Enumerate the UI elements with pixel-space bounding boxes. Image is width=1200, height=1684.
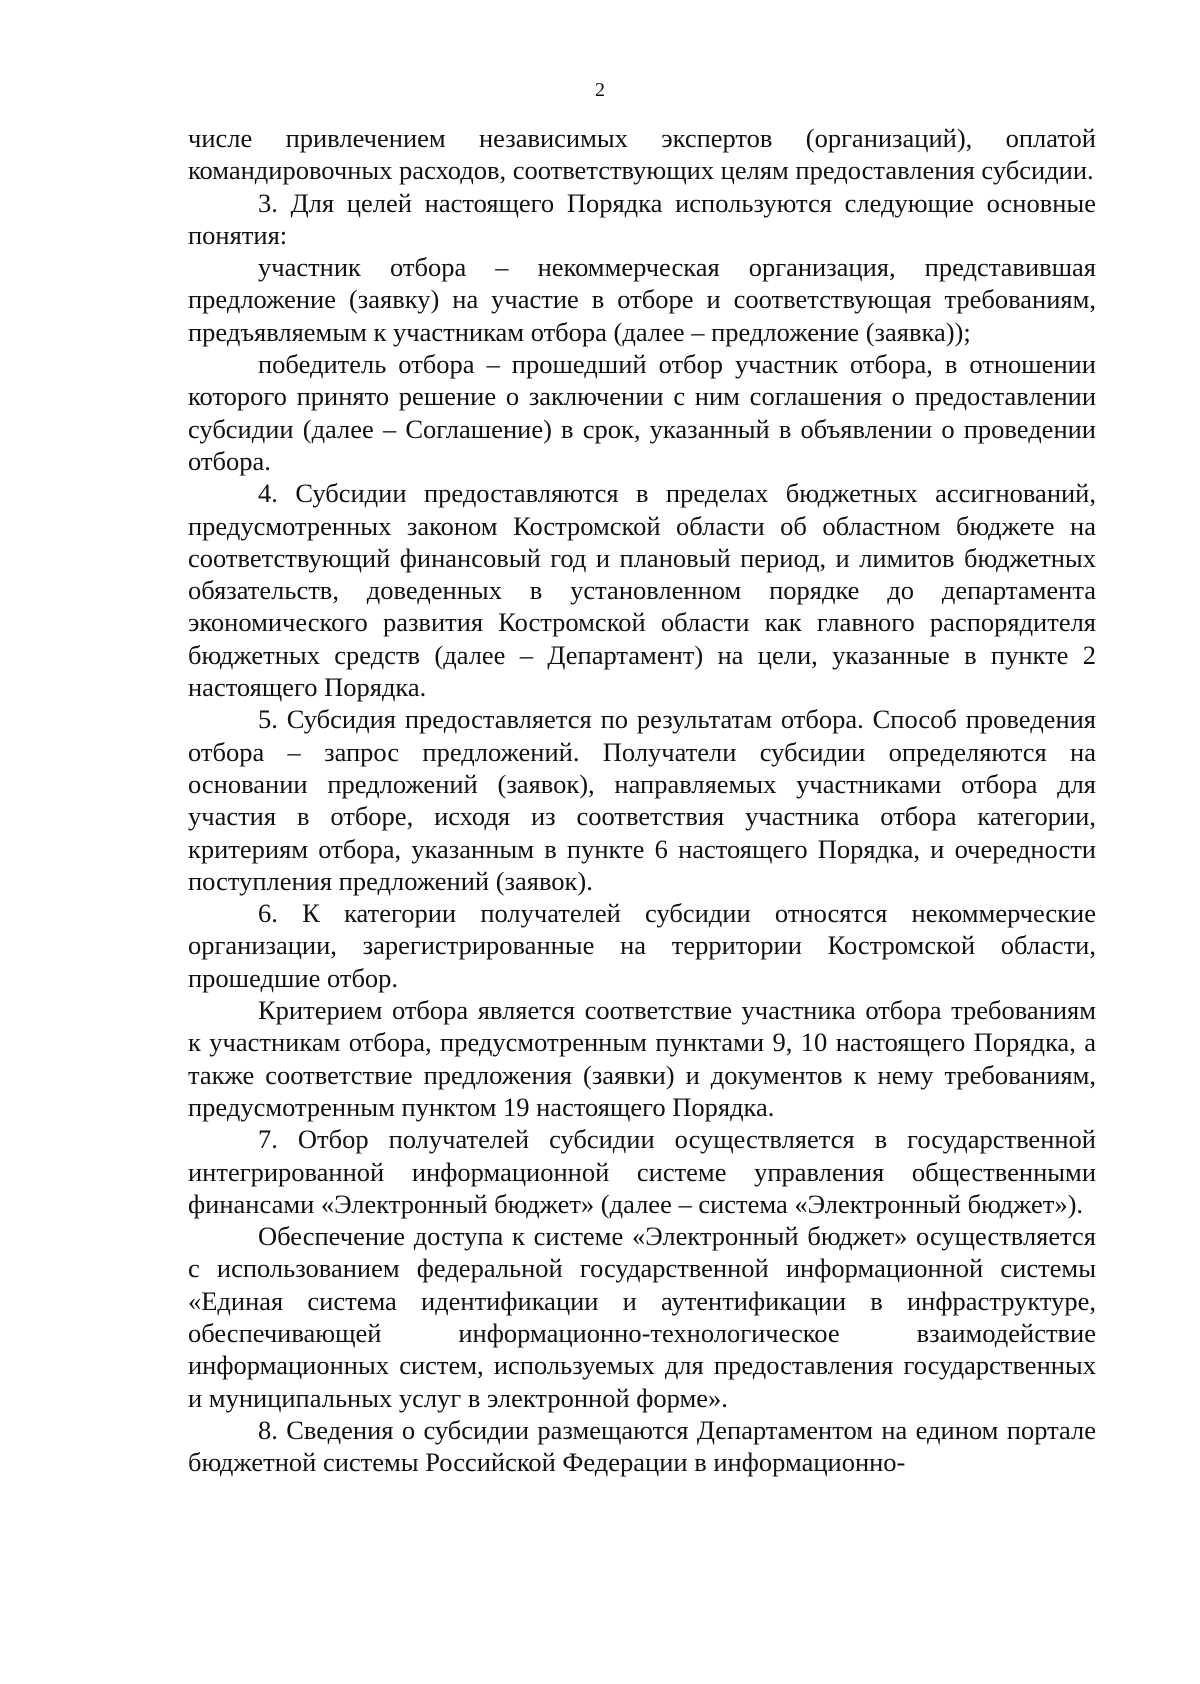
paragraph-system-access: Обеспечение доступа к системе «Электронный бюджет» осуществляется с использованием федеральной государственной информационной системы «Единая система идентификации и аутентификации в инфраструктуре, обеспечивающей информационно-технологическое взаимодействие информационных систем, используемых для предоставления государственных и муниципальных услуг в электронной форме». [188, 1221, 1096, 1413]
paragraph-continuation: числе привлечением независимых экспертов (организаций), оплатой командировочных расходов, соответствующих целям предоставления субсидии. [188, 123, 1096, 186]
paragraph-selection-criterion: Критерием отбора является соответствие участника отбора требованиям к участникам отбора, предусмотренным пунктами 9, 10 настоящего Порядка, а также соответствие предложения (заявки) и документов к нему требованиям, предусмотренным пунктом 19 настоящего Порядка. [188, 995, 1096, 1122]
paragraph-definition-winner: победитель отбора – прошедший отбор участник отбора, в отношении которого принято решение о заключении с ним соглашения о предоставлении субсидии (далее – Соглашение) в срок, указанный в объявлении о проведении отбора. [188, 349, 1096, 476]
paragraph-item-5: 5. Субсидия предоставляется по результатам отбора. Способ проведения отбора – запрос предложений. Получатели субсидии определяются на основании предложений (заявок), направляемых участниками отбора для участия в отборе, исходя из соответствия участника отбора категории, критериям отбора, указанным в пункте 6 настоящего Порядка, и очередности поступления предложений (заявок). [188, 704, 1096, 896]
paragraph-item-8: 8. Сведения о субсидии размещаются Департаментом на едином портале бюджетной системы Российской Федерации в информационно- [188, 1414, 1096, 1478]
paragraph-item-7: 7. Отбор получателей субсидии осуществляется в государственной интегрированной информационной системе управления общественными финансами «Электронный бюджет» (далее – система «Электронный бюджет»). [188, 1124, 1096, 1219]
paragraph-definition-participant: участник отбора – некоммерческая организация, представившая предложение (заявку) на участие в отборе и соответствующая требованиям, предъявляемым к участникам отбора (далее – предложение (заявка)); [188, 252, 1096, 347]
paragraph-item-4: 4. Субсидии предоставляются в пределах бюджетных ассигнований, предусмотренных законом Костромской области об областном бюджете на соответствующий финансовый год и плановый период, и лимитов бюджетных обязательств, доведенных в установленном порядке до департамента экономического развития Костромской области как главного распорядителя бюджетных средств (далее – Департамент) на цели, указанные в пункте 2 настоящего Порядка. [188, 478, 1096, 703]
paragraph-item-3: 3. Для целей настоящего Порядка используются следующие основные понятия: [188, 187, 1096, 250]
document-body [188, 122, 1096, 1478]
paragraph-item-6: 6. К категории получателей субсидии относятся некоммерческие организации, зарегистрированные на территории Костромской области, прошедшие отбор. [188, 898, 1096, 993]
page-number: 2 [595, 79, 605, 101]
